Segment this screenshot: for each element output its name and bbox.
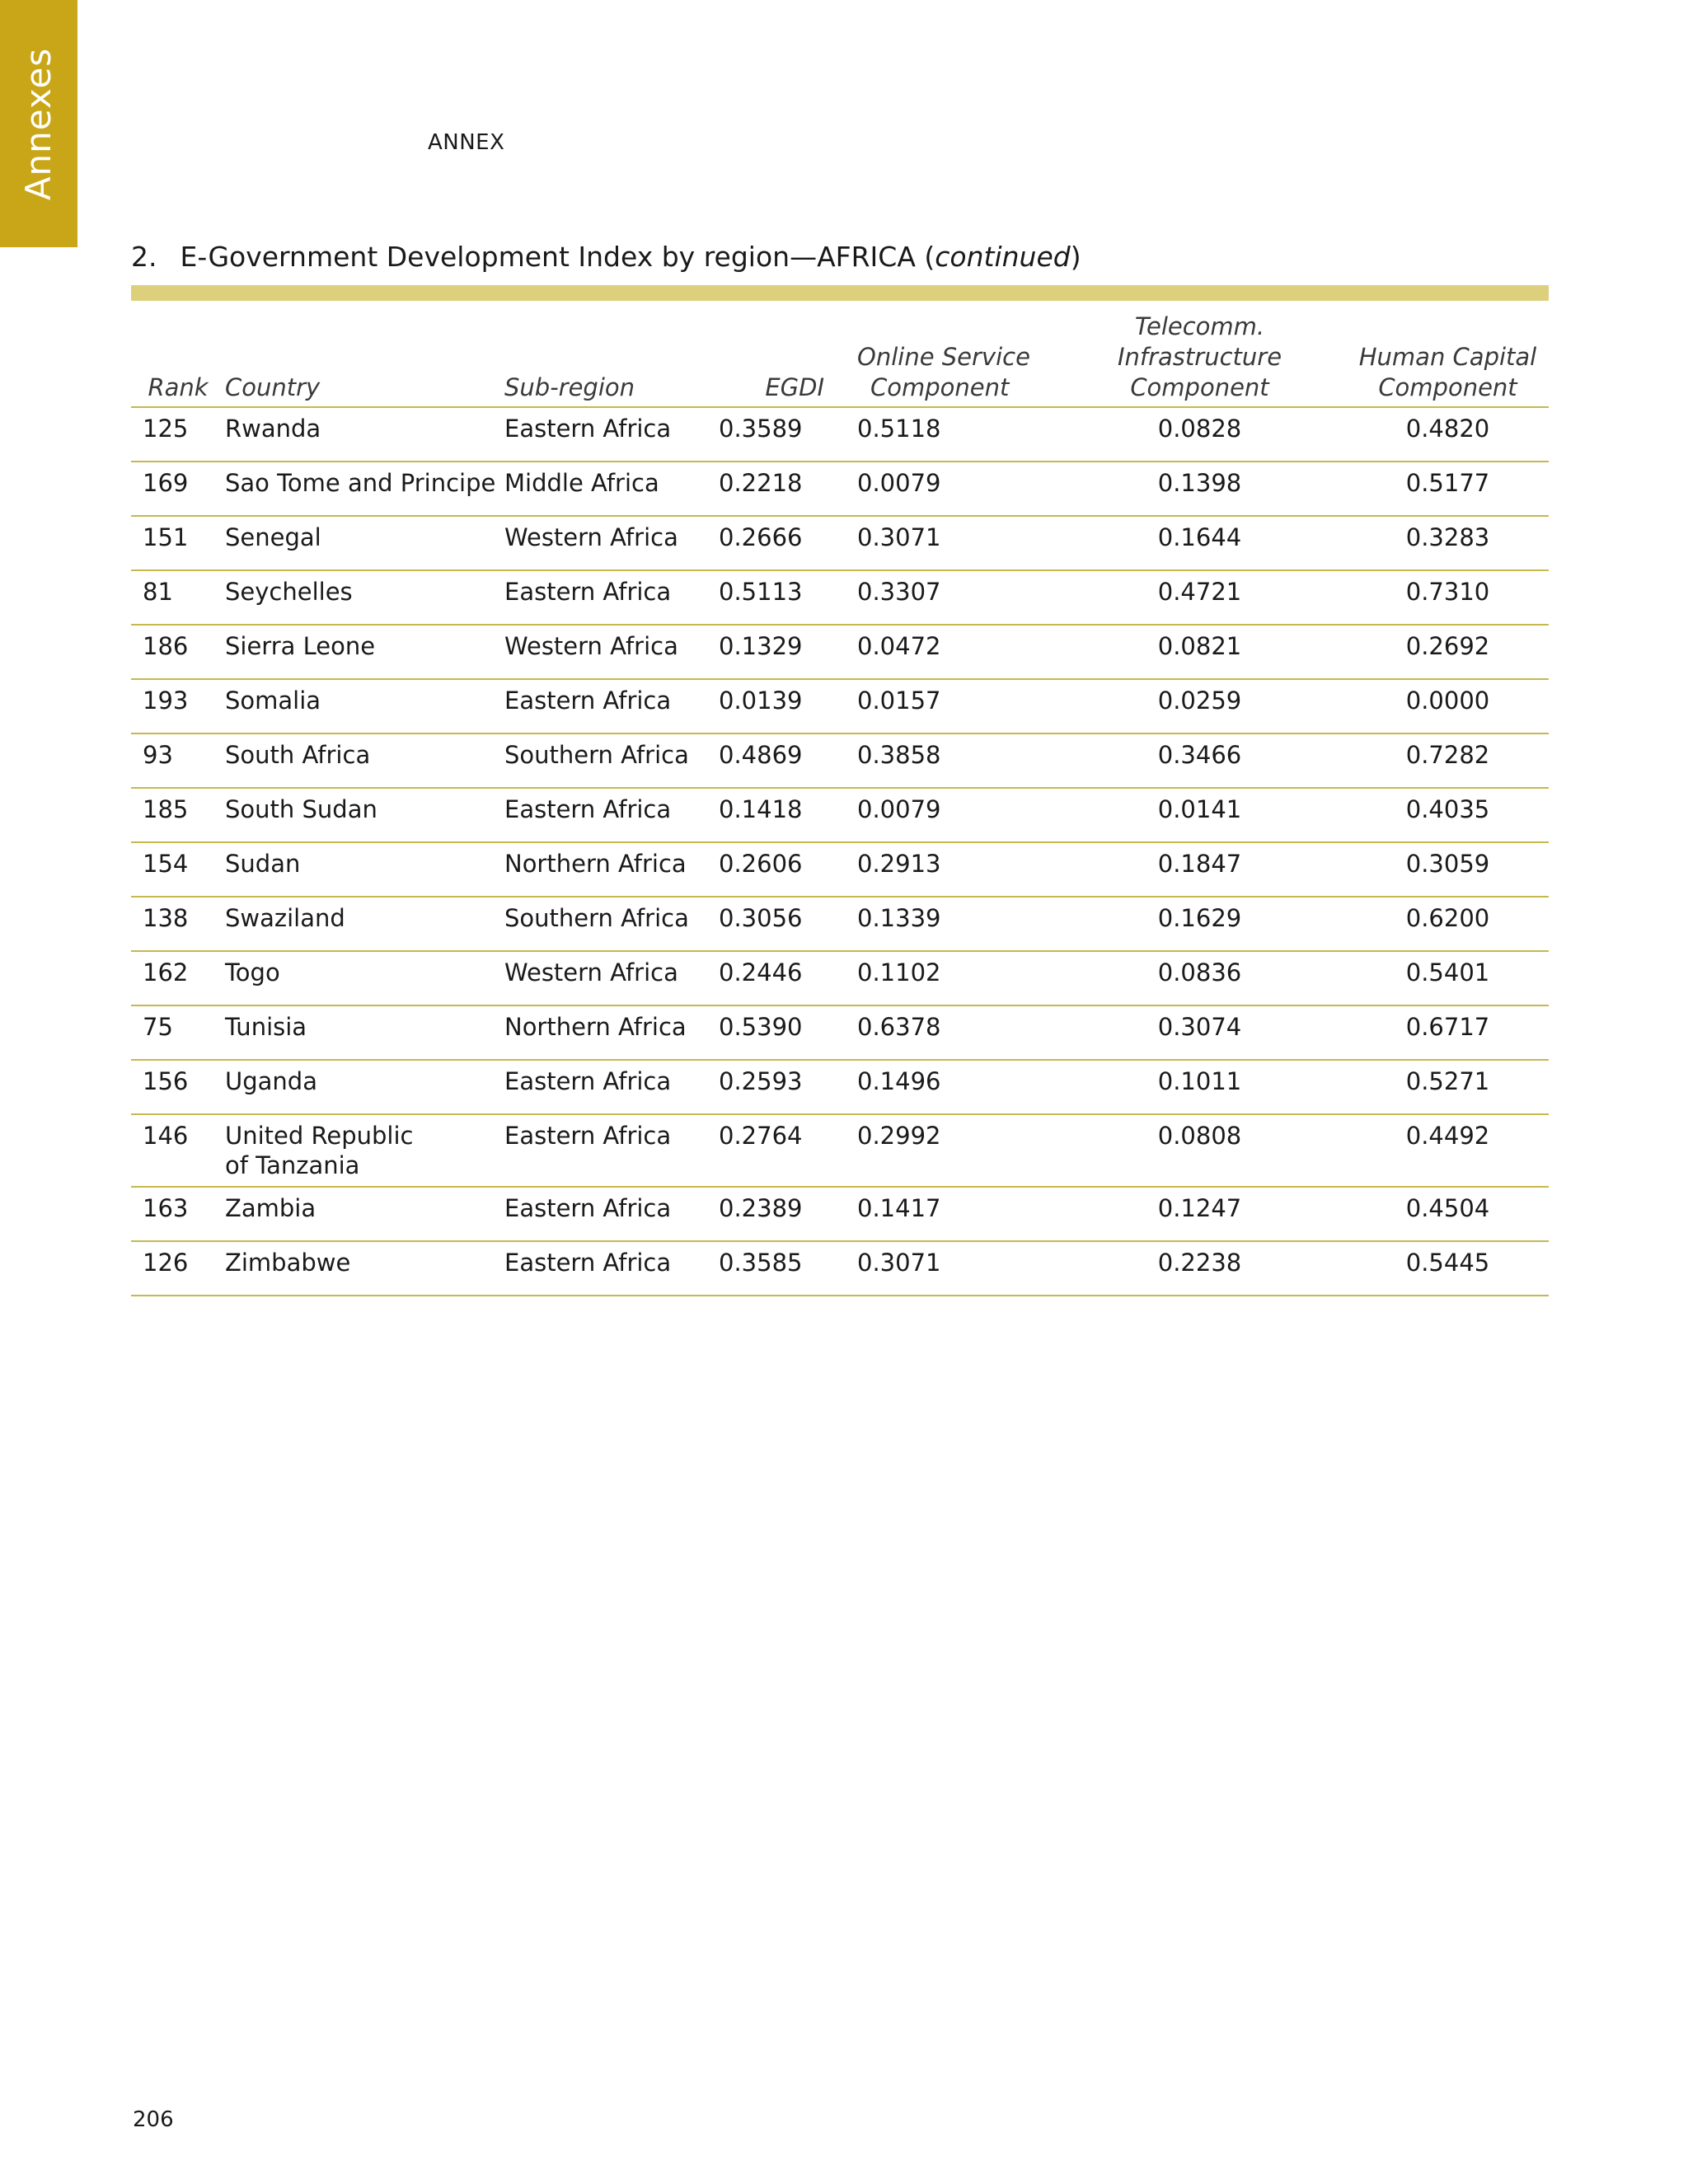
- page-number: 206: [133, 2107, 174, 2132]
- cell-online-service: 0.1102: [857, 951, 1053, 1005]
- egdi-table: [131, 312, 1549, 1296]
- cell-human-capital: 0.3283: [1347, 516, 1549, 570]
- table-row: [131, 1060, 1549, 1114]
- table-title-continued: continued: [935, 241, 1071, 273]
- cell-human-capital: 0.5271: [1347, 1060, 1549, 1114]
- cell-telecomm: 0.0836: [1053, 951, 1347, 1005]
- cell-egdi: 0.4869: [719, 733, 857, 788]
- cell-online-service: 0.3307: [857, 570, 1053, 625]
- cell-online-service: 0.3858: [857, 733, 1053, 788]
- cell-online-service: 0.0157: [857, 679, 1053, 733]
- cell-egdi: 0.2446: [719, 951, 857, 1005]
- table-row: [131, 516, 1549, 570]
- annexes-side-tab-label: Annexes: [18, 47, 59, 200]
- cell-rank: 185: [131, 788, 225, 842]
- column-header-telecomm-line1: Telecomm. Infrastructure: [1117, 312, 1282, 371]
- cell-rank: 156: [131, 1060, 225, 1114]
- table-title: [131, 241, 1081, 273]
- cell-egdi: 0.2218: [719, 462, 857, 516]
- cell-online-service: 0.0472: [857, 625, 1053, 679]
- column-header-human-capital-line2: Component: [1378, 373, 1517, 401]
- cell-egdi: 0.3585: [719, 1241, 857, 1296]
- cell-subregion: Eastern Africa: [504, 570, 719, 625]
- cell-telecomm: 0.1398: [1053, 462, 1347, 516]
- cell-subregion: Southern Africa: [504, 733, 719, 788]
- cell-human-capital: 0.7282: [1347, 733, 1549, 788]
- table-row: [131, 407, 1549, 462]
- cell-online-service: 0.1339: [857, 897, 1053, 951]
- cell-telecomm: 0.1644: [1053, 516, 1347, 570]
- annex-label: ANNEX: [428, 130, 505, 155]
- cell-human-capital: 0.5445: [1347, 1241, 1549, 1296]
- cell-country: [225, 1114, 504, 1187]
- cell-subregion: Southern Africa: [504, 897, 719, 951]
- cell-egdi: 0.1329: [719, 625, 857, 679]
- table-title-main: E-Government Development Index by region—AFRICA (: [180, 241, 935, 273]
- cell-subregion: Eastern Africa: [504, 1114, 719, 1187]
- cell-human-capital: 0.4820: [1347, 407, 1549, 462]
- table-row: [131, 1241, 1549, 1296]
- table-row: [131, 788, 1549, 842]
- cell-rank: 146: [131, 1114, 225, 1187]
- cell-rank: 169: [131, 462, 225, 516]
- cell-rank: 93: [131, 733, 225, 788]
- cell-country: Senegal: [225, 516, 504, 570]
- cell-egdi: 0.3056: [719, 897, 857, 951]
- cell-online-service: 0.0079: [857, 462, 1053, 516]
- cell-country: Seychelles: [225, 570, 504, 625]
- cell-rank: 81: [131, 570, 225, 625]
- cell-egdi: 0.2593: [719, 1060, 857, 1114]
- cell-online-service: 0.3071: [857, 516, 1053, 570]
- cell-subregion: Western Africa: [504, 951, 719, 1005]
- cell-subregion: Northern Africa: [504, 1005, 719, 1060]
- title-bar-divider: [131, 285, 1549, 301]
- cell-online-service: 0.1496: [857, 1060, 1053, 1114]
- cell-egdi: 0.2606: [719, 842, 857, 897]
- cell-country: Sao Tome and Principe: [225, 462, 504, 516]
- cell-human-capital: 0.6717: [1347, 1005, 1549, 1060]
- cell-country: Sierra Leone: [225, 625, 504, 679]
- cell-subregion: Western Africa: [504, 625, 719, 679]
- cell-human-capital: 0.5177: [1347, 462, 1549, 516]
- table-row: [131, 733, 1549, 788]
- cell-country: South Sudan: [225, 788, 504, 842]
- cell-rank: 126: [131, 1241, 225, 1296]
- cell-egdi: 0.5113: [719, 570, 857, 625]
- cell-subregion: Eastern Africa: [504, 407, 719, 462]
- cell-rank: 163: [131, 1187, 225, 1241]
- cell-country: Rwanda: [225, 407, 504, 462]
- cell-country: Swaziland: [225, 897, 504, 951]
- cell-telecomm: 0.0828: [1053, 407, 1347, 462]
- cell-online-service: 0.2992: [857, 1114, 1053, 1187]
- cell-human-capital: 0.4504: [1347, 1187, 1549, 1241]
- column-header-egdi: EGDI: [719, 312, 857, 407]
- cell-rank: 186: [131, 625, 225, 679]
- cell-human-capital: 0.4035: [1347, 788, 1549, 842]
- cell-human-capital: 0.5401: [1347, 951, 1549, 1005]
- cell-country: Uganda: [225, 1060, 504, 1114]
- cell-egdi: 0.5390: [719, 1005, 857, 1060]
- cell-egdi: 0.2764: [719, 1114, 857, 1187]
- table-row: [131, 1005, 1549, 1060]
- cell-human-capital: 0.3059: [1347, 842, 1549, 897]
- table-title-close: ): [1070, 241, 1081, 273]
- cell-rank: 151: [131, 516, 225, 570]
- cell-rank: 138: [131, 897, 225, 951]
- table-row: [131, 1187, 1549, 1241]
- cell-subregion: Eastern Africa: [504, 679, 719, 733]
- column-header-rank: Rank: [131, 312, 225, 407]
- table-row: [131, 951, 1549, 1005]
- cell-telecomm: 0.4721: [1053, 570, 1347, 625]
- column-header-human-capital: [1347, 312, 1549, 407]
- cell-telecomm: 0.1847: [1053, 842, 1347, 897]
- table-row: [131, 570, 1549, 625]
- table-title-number: 2.: [131, 241, 157, 273]
- cell-telecomm: 0.1011: [1053, 1060, 1347, 1114]
- cell-country: South Africa: [225, 733, 504, 788]
- cell-rank: 75: [131, 1005, 225, 1060]
- column-header-subregion: Sub-region: [504, 312, 719, 407]
- table-row: [131, 1114, 1549, 1187]
- cell-subregion: Eastern Africa: [504, 788, 719, 842]
- cell-subregion: Northern Africa: [504, 842, 719, 897]
- cell-rank: 193: [131, 679, 225, 733]
- cell-online-service: 0.6378: [857, 1005, 1053, 1060]
- cell-subregion: Eastern Africa: [504, 1241, 719, 1296]
- cell-telecomm: 0.0821: [1053, 625, 1347, 679]
- cell-country: Tunisia: [225, 1005, 504, 1060]
- table-header-row: [131, 312, 1549, 407]
- cell-telecomm: 0.1247: [1053, 1187, 1347, 1241]
- table-row: [131, 897, 1549, 951]
- cell-telecomm: 0.3466: [1053, 733, 1347, 788]
- cell-telecomm: 0.0808: [1053, 1114, 1347, 1187]
- cell-country: Zimbabwe: [225, 1241, 504, 1296]
- cell-egdi: 0.1418: [719, 788, 857, 842]
- cell-online-service: 0.0079: [857, 788, 1053, 842]
- cell-country-line2: of Tanzania: [225, 1151, 360, 1179]
- cell-rank: 125: [131, 407, 225, 462]
- cell-human-capital: 0.4492: [1347, 1114, 1549, 1187]
- cell-human-capital: 0.7310: [1347, 570, 1549, 625]
- column-header-telecomm: [1053, 312, 1347, 407]
- cell-rank: 154: [131, 842, 225, 897]
- column-header-human-capital-line1: Human Capital: [1358, 343, 1537, 371]
- cell-human-capital: 0.6200: [1347, 897, 1549, 951]
- cell-telecomm: 0.2238: [1053, 1241, 1347, 1296]
- cell-telecomm: 0.1629: [1053, 897, 1347, 951]
- column-header-online-service-line2: Component: [870, 373, 1010, 401]
- cell-egdi: 0.0139: [719, 679, 857, 733]
- table-row: [131, 679, 1549, 733]
- column-header-country: Country: [225, 312, 504, 407]
- cell-country: Sudan: [225, 842, 504, 897]
- cell-country: Zambia: [225, 1187, 504, 1241]
- cell-online-service: 0.5118: [857, 407, 1053, 462]
- cell-human-capital: 0.0000: [1347, 679, 1549, 733]
- cell-egdi: 0.2389: [719, 1187, 857, 1241]
- table-body: [131, 407, 1549, 1296]
- column-header-online-service: [857, 312, 1053, 407]
- table-row: [131, 462, 1549, 516]
- cell-country-line1: United Republic: [225, 1122, 414, 1150]
- annexes-side-tab: [0, 0, 77, 247]
- cell-online-service: 0.1417: [857, 1187, 1053, 1241]
- cell-egdi: 0.2666: [719, 516, 857, 570]
- cell-online-service: 0.2913: [857, 842, 1053, 897]
- table-row: [131, 625, 1549, 679]
- cell-country: Togo: [225, 951, 504, 1005]
- cell-online-service: 0.3071: [857, 1241, 1053, 1296]
- cell-rank: 162: [131, 951, 225, 1005]
- column-header-online-service-line1: Online Service: [857, 343, 1030, 371]
- cell-subregion: Eastern Africa: [504, 1060, 719, 1114]
- cell-telecomm: 0.0259: [1053, 679, 1347, 733]
- cell-subregion: Western Africa: [504, 516, 719, 570]
- cell-egdi: 0.3589: [719, 407, 857, 462]
- table-row: [131, 842, 1549, 897]
- cell-country: Somalia: [225, 679, 504, 733]
- cell-human-capital: 0.2692: [1347, 625, 1549, 679]
- cell-telecomm: 0.0141: [1053, 788, 1347, 842]
- column-header-telecomm-line2: Component: [1130, 373, 1269, 401]
- cell-subregion: Middle Africa: [504, 462, 719, 516]
- cell-subregion: Eastern Africa: [504, 1187, 719, 1241]
- cell-telecomm: 0.3074: [1053, 1005, 1347, 1060]
